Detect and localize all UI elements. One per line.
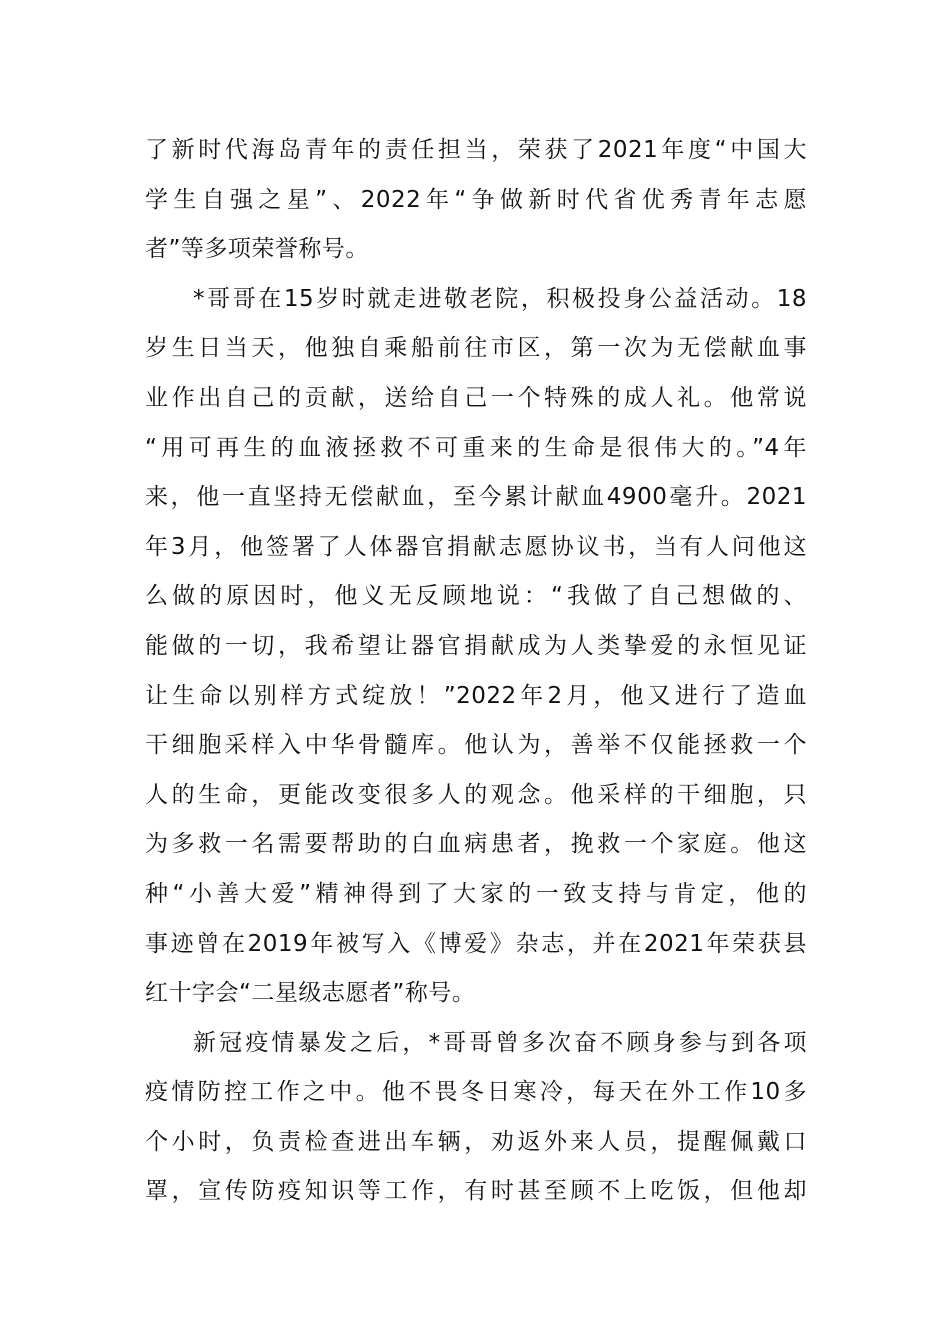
text-line: 么做的原因时，他义无反顾地说：“我做了自己想做的、	[145, 583, 807, 610]
text-line: “用可再生的血液拯救不可重来的生命是很伟大的。”4年	[145, 434, 807, 461]
text-line: 红十字会“二星级志愿者”称号。	[145, 980, 476, 1007]
text-line: *哥哥在15岁时就走进敬老院，积极投身公益活动。18	[193, 285, 807, 312]
text-line: 业作出自己的贡献，送给自己一个特殊的成人礼。他常说	[145, 384, 807, 411]
text-line: 罩，宣传防疫知识等工作，有时甚至顾不上吃饭，但他却	[145, 1178, 807, 1205]
paragraph-1	[145, 128, 807, 277]
text-line: 者”等多项荣誉称号。	[145, 236, 369, 263]
text-line: 让生命以别样方式绽放！”2022年2月，他又进行了造血	[145, 682, 807, 709]
text-line: 岁生日当天，他独自乘船前往市区，第一次为无偿献血事	[145, 335, 807, 362]
text-line: 疫情防控工作之中。他不畏冬日寒冷，每天在外工作10多	[145, 1079, 807, 1106]
text-line: 种“小善大爱”精神得到了大家的一致支持与肯定，他的	[145, 880, 807, 907]
text-line: 学生自强之星”、2022年“争做新时代省优秀青年志愿	[145, 186, 807, 213]
text-line: 年3月，他签署了人体器官捐献志愿协议书，当有人问他这	[145, 533, 807, 560]
text-line: 能做的一切，我希望让器官捐献成为人类挚爱的永恒见证	[145, 632, 807, 659]
text-line: 事迹曾在2019年被写入《博爱》杂志，并在2021年荣获县	[145, 930, 807, 957]
paragraph-3	[145, 1021, 807, 1219]
text-line: 了新时代海岛青年的责任担当，荣获了2021年度“中国大	[145, 137, 807, 163]
text-line: 新冠疫情暴发之后，*哥哥曾多次奋不顾身参与到各项	[193, 1029, 807, 1056]
text-line: 人的生命，更能改变很多人的观念。他采样的干细胞，只	[145, 781, 807, 808]
text-line: 干细胞采样入中华骨髓库。他认为，善举不仅能拯救一个	[145, 732, 807, 759]
text-line: 来，他一直坚持无偿献血，至今累计献血4900毫升。2021	[145, 484, 807, 511]
paragraph-2	[145, 277, 807, 1021]
text-line: 个小时，负责检查进出车辆，劝返外来人员，提醒佩戴口	[145, 1128, 807, 1155]
document-page	[145, 128, 807, 1219]
text-line: 为多救一名需要帮助的白血病患者，挽救一个家庭。他这	[145, 831, 807, 858]
